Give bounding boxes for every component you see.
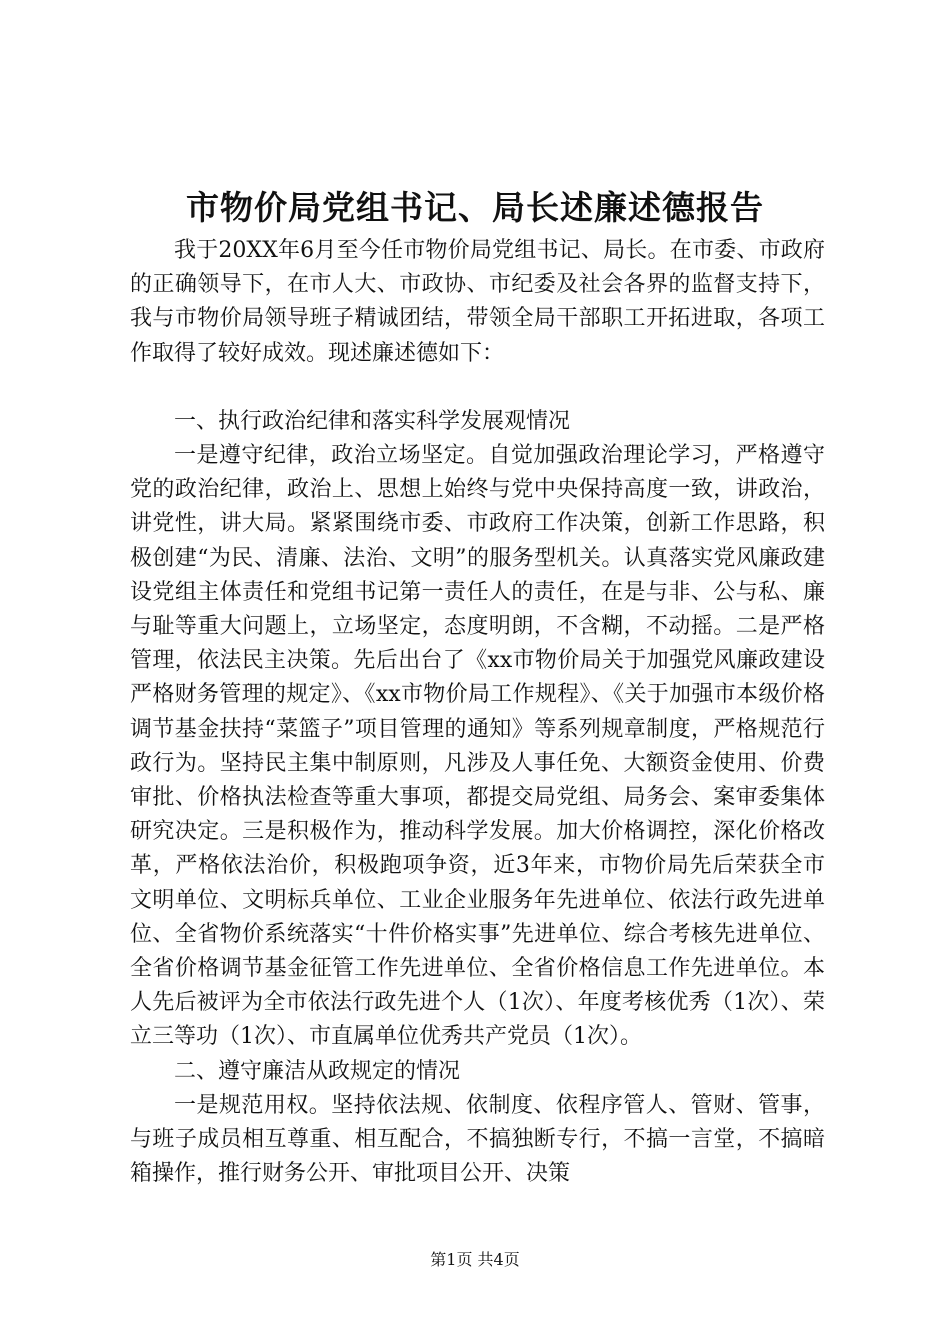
- section-1-paragraph: 一是遵守纪律，政治立场坚定。自觉加强政治理论学习，严格遵守党的政治纪律，政治上、思想上始终与党中央保持高度一致，讲政治，讲党性，讲大局。紧紧围绕市委、市政府工作决策，创新工作思路，积极创建“为民、清廉、法治、文明”的服务型机关。认真落实党风廉政建设党组主体责任和党组书记第一责任人的责任，在是与非、公与私、廉与耻等重大问题上，立场坚定，态度明朗，不含糊，不动摇。二是严格管理，依法民主决策。先后出台了《xx市物价局关于加强党风廉政建设严格财务管理的规定》、《xx市物价局工作规程》、《关于加强市本级价格调节基金扶持“菜篮子”项目管理的通知》等系列规章制度，严格规范行政行为。坚持民主集中制原则，凡涉及人事任免、大额资金使用、价费审批、价格执法检查等重大事项，都提交局党组、局务会、案审委集体研究决定。三是积极作为，推动科学发展。加大价格调控，深化价格改革，严格依法治价，积极跑项争资，近3年来，市物价局先后荣获全市文明单位、文明标兵单位、工业企业服务年先进单位、依法行政先进单位、全省物价系统落实“十件价格实事”先进单位、综合考核先进单位、全省价格调节基金征管工作先进单位、全省价格信息工作先进单位。本人先后被评为全市依法行政先进个人（1次）、年度考核优秀（1次）、荣立三等功（1次）、市直属单位优秀共产党员（1次）。: [130, 443, 825, 1050]
- section-heading-2: 二、遵守廉洁从政规定的情况: [174, 1058, 461, 1084]
- document-body: [130, 234, 825, 1191]
- section-2-paragraph: 一是规范用权。坚持依法规、依制度、依程序管人、管财、管事，与班子成员相互尊重、相互配合，不搞独断专行，不搞一言堂，不搞暗箱操作，推行财务公开、审批项目公开、决策: [130, 1092, 825, 1187]
- paragraph-spacer: [130, 371, 825, 405]
- document-title: 市物价局党组书记、局长述廉述德报告: [186, 188, 764, 227]
- page-number-footer: 第1页 共4页: [430, 1250, 520, 1269]
- section-heading-1: 一、执行政治纪律和落实科学发展观情况: [174, 408, 571, 434]
- intro-paragraph: 我于20XX年6月至今任市物价局党组书记、局长。在市委、市政府的正确领导下，在市人大、市政协、市纪委及社会各界的监督支持下，我与市物价局领导班子精诚团结，带领全局干部职工开拓进取，各项工作取得了较好成效。现述廉述德如下：: [130, 238, 825, 366]
